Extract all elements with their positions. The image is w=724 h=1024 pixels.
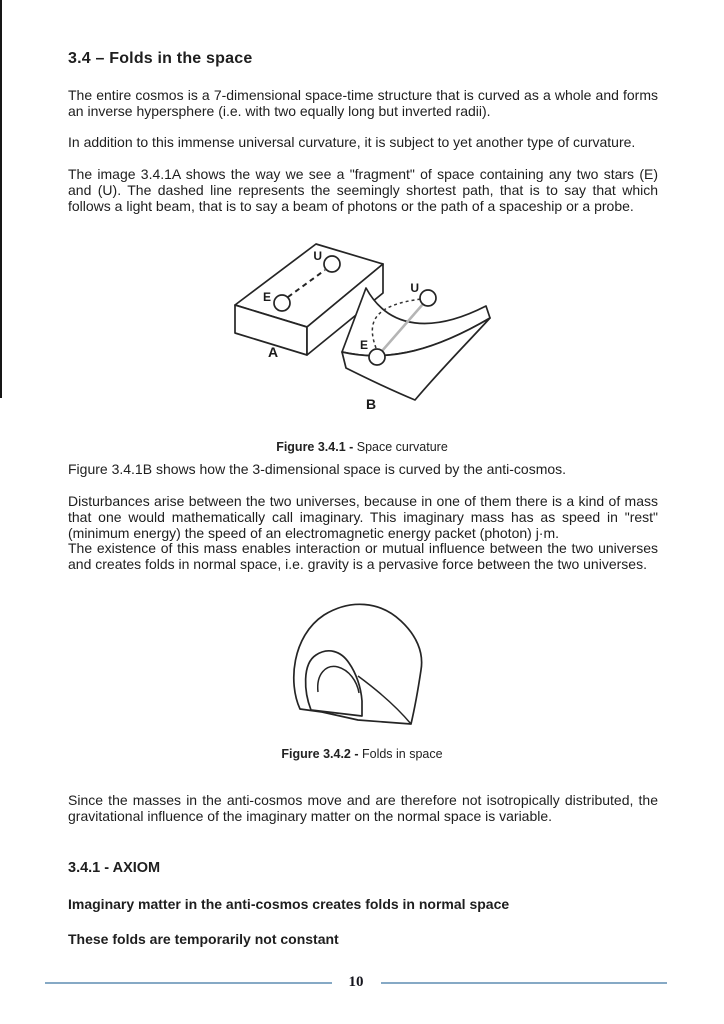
- paragraph-mass-interaction: The existence of this mass enables interaction or mutual influence between the two universes and creates folds in normal space, i.e. gravity is a pervasive force between the two universes.: [68, 540, 658, 572]
- paragraph-cosmos-structure: The entire cosmos is a 7-dimensional space-time structure that is curved as a whole and forms an inverse hypersphere (i.e. with two equally long but inverted radii).: [68, 87, 658, 119]
- footer-rule-left: [45, 982, 332, 984]
- paragraph-figure-341b: Figure 3.4.1B shows how the 3-dimensional space is curved by the anti-cosmos.: [68, 461, 567, 477]
- star-e-marker-a: [274, 295, 290, 311]
- space-curvature-drawing: [175, 235, 515, 427]
- axiom-statement-1: Imaginary matter in the anti-cosmos creates folds in normal space: [68, 896, 510, 912]
- paragraph-variable-gravity: Since the masses in the anti-cosmos move and are therefore not isotropically distributed, the gravitational influence of the imaginary matter on the normal space is variable.: [68, 792, 658, 824]
- figure-342-caption-text: Folds in space: [358, 747, 443, 761]
- paragraph-image-341a: The image 3.4.1A shows the way we see a "fragment" of space containing any two stars (E) and (U). The dashed line represents the seemingly shortest path, that is to say that which follows a light beam, that is to say a beam of photons or the path of a spaceship or a probe.: [68, 166, 658, 214]
- figure-341-caption-label: Figure 3.4.1 -: [276, 440, 354, 454]
- figure-folds-in-space: [282, 598, 442, 748]
- slab-b-label: B: [365, 396, 377, 412]
- figure-341-caption: [0, 440, 724, 454]
- paragraph-disturbances: Disturbances arise between the two universes, because in one of them there is a kind of mass that one would mathematically call imaginary. This imaginary mass has as speed in "rest" (minimum energy) the speed of an electromagnetic energy packet (photon) j·m.: [68, 493, 658, 541]
- figure-space-curvature: [175, 235, 515, 432]
- paragraph-universal-curvature: In addition to this immense universal curvature, it is subject to yet another type of curvature.: [68, 134, 636, 150]
- figure-342-caption: [0, 747, 724, 761]
- page-number: 10: [348, 974, 364, 990]
- star-e-marker-b: [369, 349, 385, 365]
- folds-in-space-drawing: [282, 598, 442, 743]
- star-e-label-a: E: [262, 290, 271, 304]
- scan-edge-artifact: [0, 0, 2, 398]
- page-footer: [45, 974, 667, 991]
- axiom-statement-2: These folds are temporarily not constant: [68, 931, 339, 947]
- axiom-heading: 3.4.1 - AXIOM: [68, 860, 161, 876]
- star-u-marker-b: [420, 290, 436, 306]
- section-heading: 3.4 – Folds in the space: [68, 50, 253, 67]
- star-u-marker-a: [324, 256, 340, 272]
- figure-342-caption-label: Figure 3.4.2 -: [281, 747, 359, 761]
- figure-341-caption-text: Space curvature: [353, 440, 448, 454]
- slab-a-label: A: [267, 344, 279, 360]
- star-u-label-b: U: [410, 281, 419, 295]
- star-e-label-b: E: [359, 338, 368, 352]
- star-u-label-a: U: [313, 249, 322, 263]
- footer-rule-right: [381, 982, 668, 984]
